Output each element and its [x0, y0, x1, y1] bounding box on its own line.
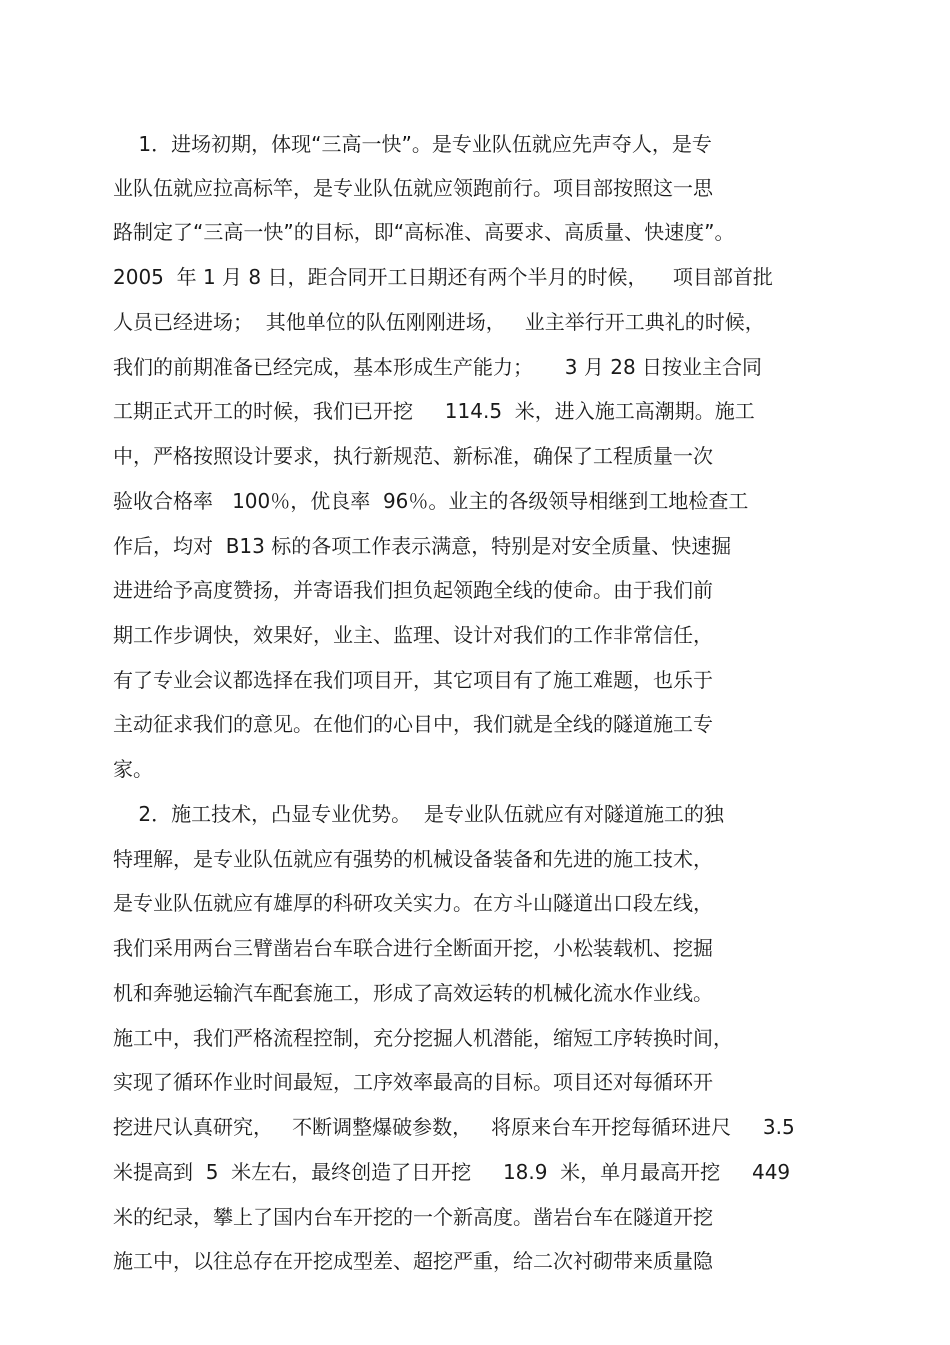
text-line: 有了专业会议都选择在我们项目开，其它项目有了施工难题，也乐于: [113, 668, 713, 692]
text-line: 米的纪录，攀上了国内台车开挖的一个新高度。凿岩台车在隧道开挖: [113, 1205, 713, 1229]
text-line: 米提高到 5 米左右，最终创造了日开挖 18.9 米，单月最高开挖 449: [113, 1160, 791, 1184]
text-line: 我们采用两台三臂凿岩台车联合进行全断面开挖，小松装载机、挖掘: [113, 936, 713, 960]
text-line: 人员已经进场； 其他单位的队伍刚刚进场， 业主举行开工典礼的时候，: [113, 310, 765, 334]
text-line: 施工中，我们严格流程控制，充分挖掘人机潜能，缩短工序转换时间，: [113, 1026, 733, 1050]
text-line: 我们的前期准备已经完成，基本形成生产能力； 3 月 28 日按业主合同: [113, 355, 763, 379]
text-line: 施工中，以往总存在开挖成型差、超挖严重，给二次衬砌带来质量隐: [113, 1249, 713, 1273]
text-line: 家。: [113, 757, 153, 781]
text-line: 作后，均对 B13 标的各项工作表示满意，特别是对安全质量、快速掘: [113, 534, 732, 558]
text-line: 2．施工技术，凸显专业优势。 是专业队伍就应有对隧道施工的独: [113, 802, 724, 826]
text-line: 2005 年 1 月 8 日，距合同开工日期还有两个半月的时候， 项目部首批: [113, 265, 773, 289]
text-line: 1．进场初期，体现“三高一快”。是专业队伍就应先声夺人，是专: [113, 132, 712, 156]
text-line: 机和奔驰运输汽车配套施工，形成了高效运转的机械化流水作业线。: [113, 981, 713, 1005]
text-line: 工期正式开工的时候，我们已开挖 114.5 米，进入施工高潮期。施工: [113, 399, 755, 423]
text-line: 挖进尺认真研究， 不断调整爆破参数， 将原来台车开挖每循环进尺 3.5: [113, 1115, 795, 1139]
text-line: 期工作步调快，效果好，业主、监理、设计对我们的工作非常信任，: [113, 623, 713, 647]
text-line: 特理解，是专业队伍就应有强势的机械设备装备和先进的施工技术，: [113, 847, 713, 871]
text-line: 实现了循环作业时间最短，工序效率最高的目标。项目还对每循环开: [113, 1070, 713, 1094]
text-line: 验收合格率 100％，优良率 96％。业主的各级领导相继到工地检查工: [113, 489, 749, 513]
text-line: 业队伍就应拉高标竿，是专业队伍就应领跑前行。项目部按照这一思: [113, 176, 713, 200]
text-line: 主动征求我们的意见。在他们的心目中，我们就是全线的隧道施工专: [113, 712, 713, 736]
text-line: 进进给予高度赞扬，并寄语我们担负起领跑全线的使命。由于我们前: [113, 578, 713, 602]
text-line: 中，严格按照设计要求，执行新规范、新标准，确保了工程质量一次: [113, 444, 713, 468]
text-line: 是专业队伍就应有雄厚的科研攻关实力。在方斗山隧道出口段左线，: [113, 891, 713, 915]
text-line: 路制定了“三高一快”的目标，即“高标准、高要求、高质量、快速度”。: [113, 220, 735, 244]
